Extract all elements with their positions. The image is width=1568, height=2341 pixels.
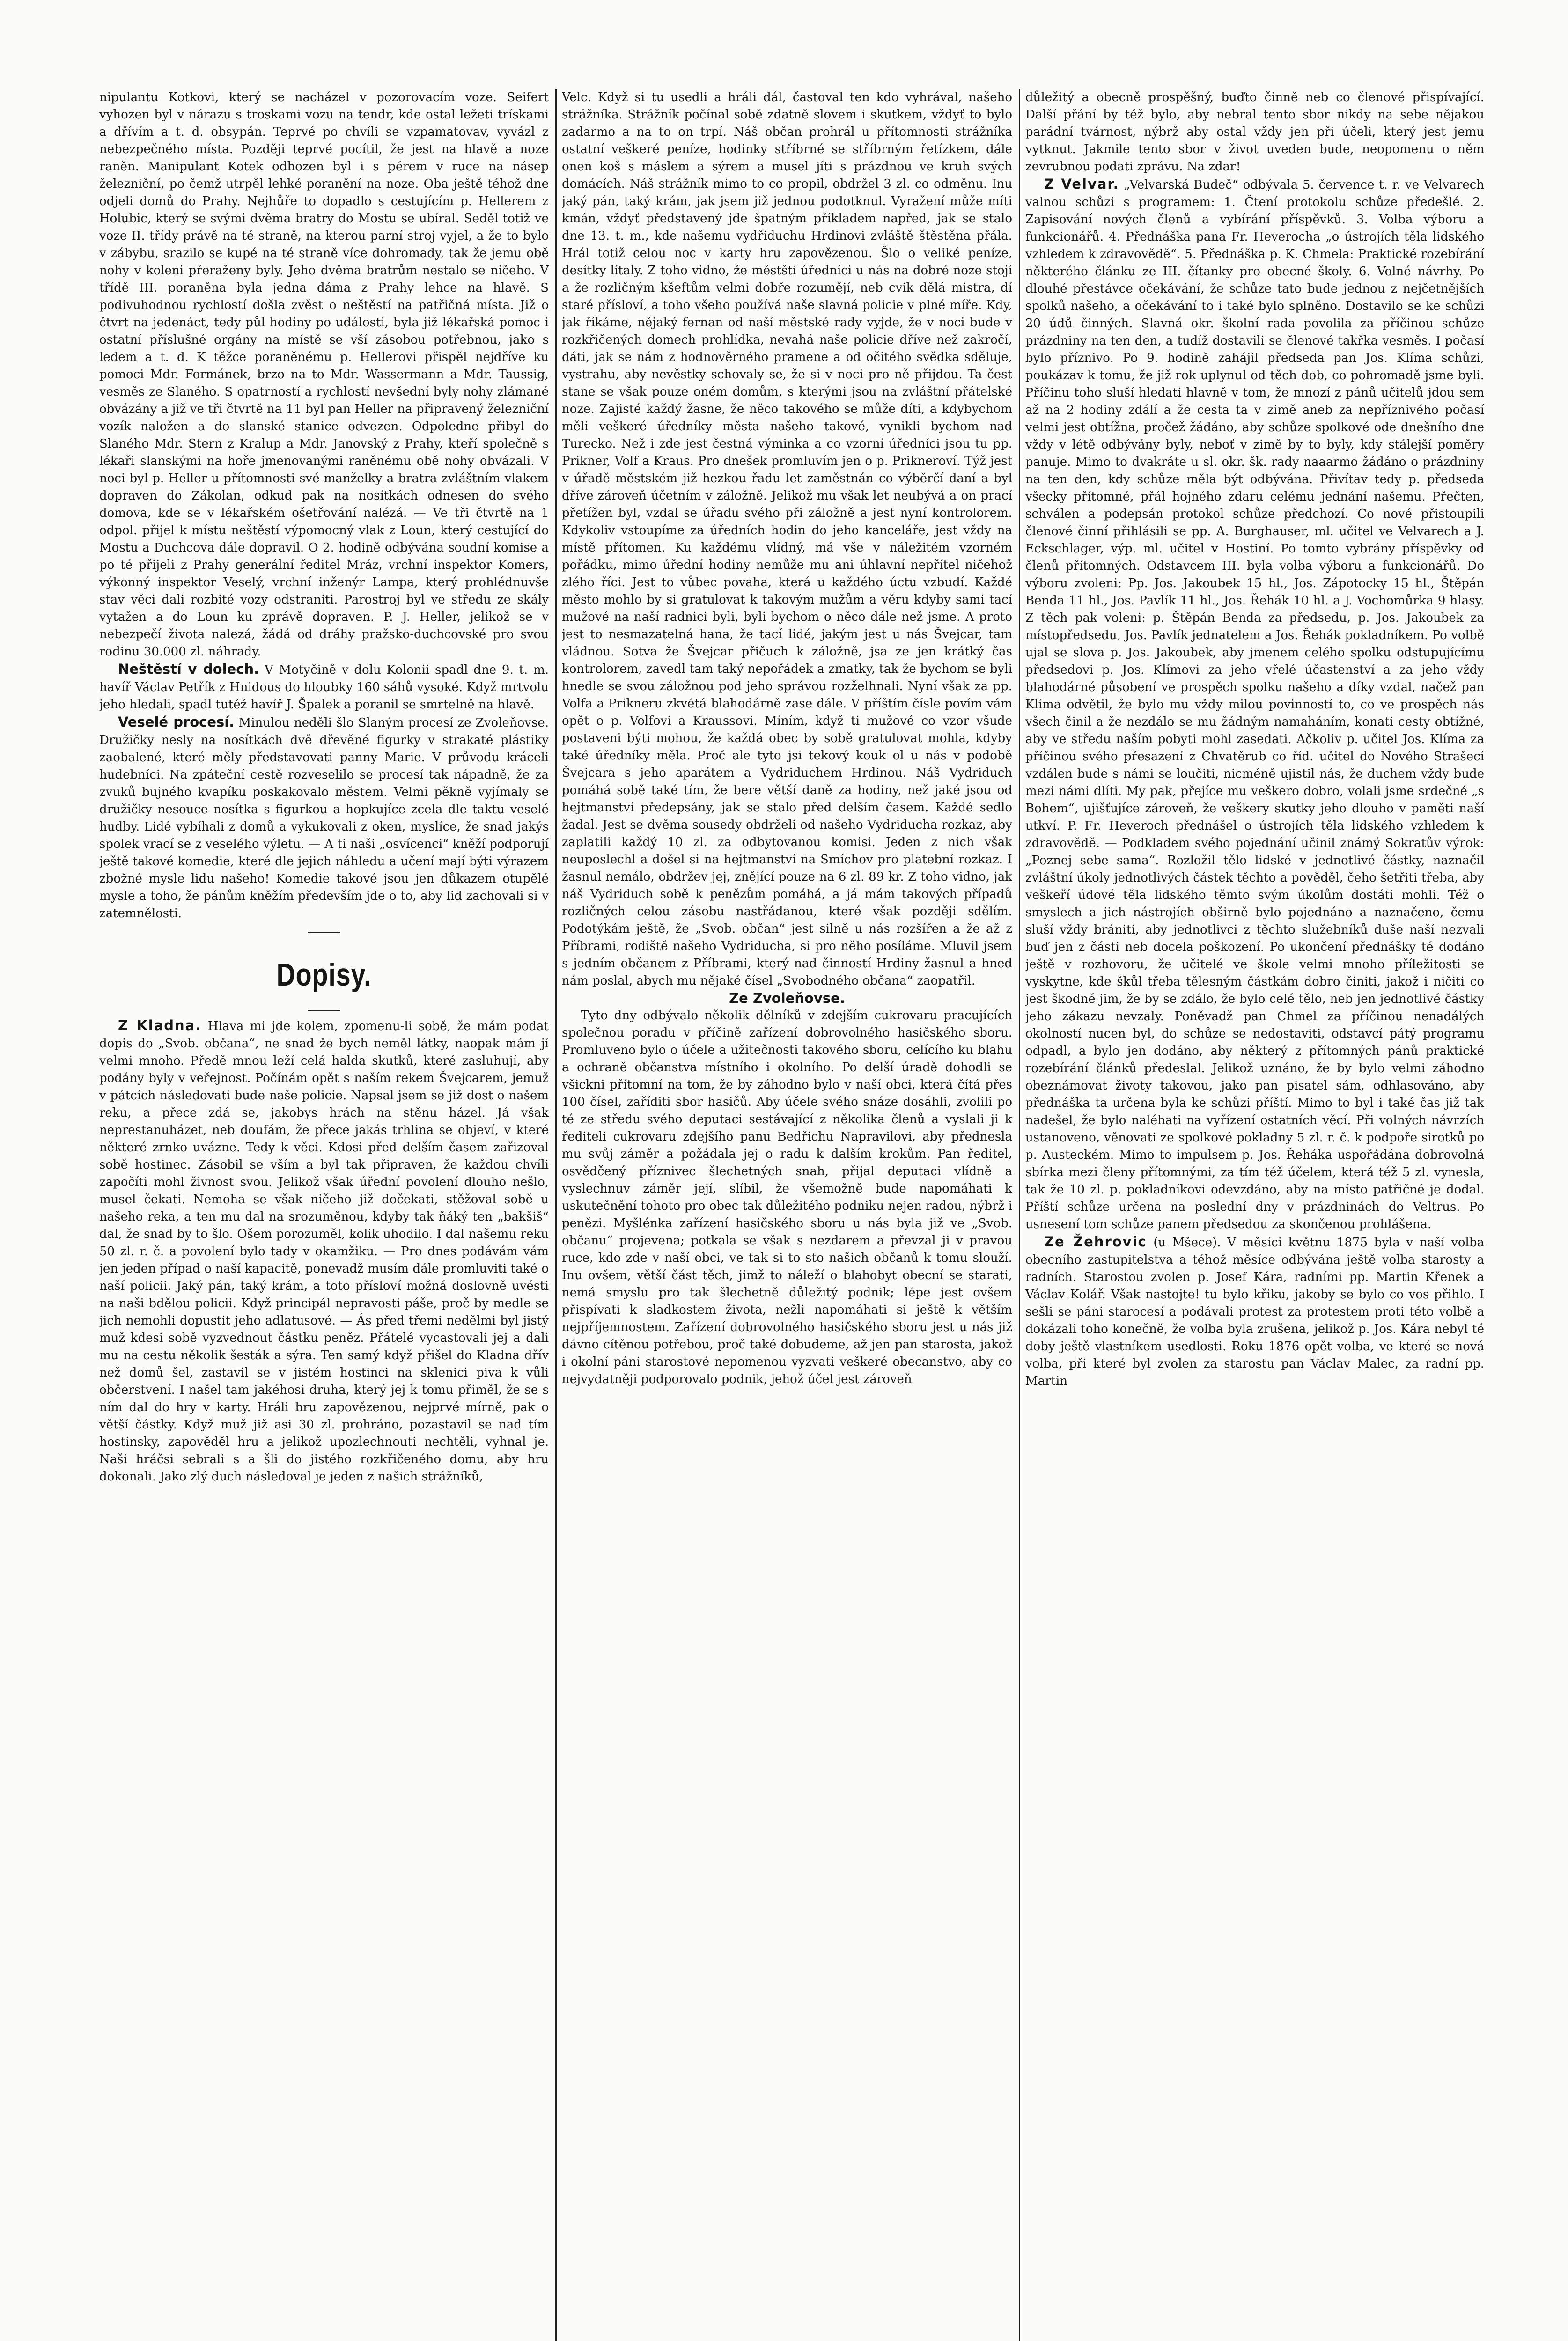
letter-place: Ze Žehrovic: [1044, 1234, 1147, 1250]
section-divider: [308, 1010, 340, 1011]
letter-place: Z Velvar.: [1044, 176, 1119, 192]
letter-z-kladna: [99, 1017, 549, 1486]
article-headline: Veselé procesí.: [118, 714, 235, 730]
column-rule: [555, 89, 557, 2341]
paragraph-body: Hlava mi jde kolem, zpomenu-li sobě, že mám podat dopis do „Svob. občana“, ne snad že bych neměl látky, naopak mám jí velmi mnoho. Předě mnou leží celá halda skutků, které zasluhují, aby podány byly v veřejnost. Počínám opět s naším rekem Švejcarem, jemuž v pátcích následovati bude naše policie. Napsal jsem se již dost o našem reku, a přece zdá se, jakobys hrách na stěnu házel. Já však neprestanuházet, neb doufám, že přece jakás trhlina se objeví, v které některé zrnko uvázne. Tedy k věci. Kdosi před delším časem zařizoval sobě hostinec. Zásobil se vším a byl tak připraven, že každou chvíli započíti mohl živnost svou. Jelikož však úřední povolení dlouho nešlo, musel čekati. Nemoha se však ničeho již dočekati, stěžoval sobě u našeho reka, a ten mu dal na srozuměnou, kdyby tak ňáký ten „bakšiš“ dal, že snad by to šlo. Ošem porozuměl, kolik uhodilo. I dal našemu reku 50 zl. r. č. a povolení bylo tady v okamžiku. — Pro dnes podávám vám jen jeden případ o naší kapacitě, ponevadž musím dále promluviti také o naší policii. Jaký pán, taký krám, a toto přísloví možná doslovně uvésti na naši bdělou policii. Když principál nepravosti páše, proč by medle se jich nemohli dopustit jeho adlatusové. — Ás před třemi nedělmi byl jistý muž kdesi sobě vyzvednout částku peněz. Přátelé vycastovali jej a dali mu na cestu několik šesták a sýra. Ten samý když přišel do Kladna dřív než domů šel, zastavil se v jistém hostinci na sklenici piva k vůli občerstvení. I našel tam jakéhosi druha, který jej k tomu přiměl, že se s ním dal do hry v karty. Hráli hru zapovězenou, nejprvé mírně, pak o větší částky. Když muž již asi 30 zl. prohráno, pozastavil se nad tím hostinsky, zapověděl hru a jelikož upozlechnouti nechtěli, vyhnal je. Naši hráčsi sebrali s a šli do jistého rozkřičeného domu, aby hru dokonali. Jako zlý duch následoval je jeden z našich strážníků,: [99, 1019, 549, 1484]
letter-place: Z Kladna.: [118, 1017, 202, 1033]
letter-place-heading: Ze Zvoleňovse.: [729, 990, 845, 1006]
article-neštěstí-v-dolech: [99, 661, 549, 714]
paragraph-body: důležitý a obecně prospěšný, buďto činně neb co členové přispívající. Další přání by též bylo, aby nebral tento sbor nikdy na sebe nějakou parádní tvárnost, nýbrž aby ostal vždy jen při účeli, který jest jemu vytknut. Jakmile tento sbor v život uveden bude, neopomenu o něm zevrubnou podati zprávu. Na zdar!: [1025, 90, 1484, 174]
letter-z-velvar: [1025, 176, 1484, 1233]
article-paragraph: [99, 89, 549, 661]
section-title: Dopisy.: [276, 957, 372, 993]
article-headline: Neštěstí v dolech.: [118, 661, 259, 677]
letter-ze-zehrovic: [1025, 1233, 1484, 1390]
paragraph-body: Minulou neděli šlo Slaným procesí ze Zvoleňovse. Družičky nesly na nosítkách dvě dřevěné figurky v strakaté plástiky zaobalené, které měly představovati panny Marie. V průvodu kráceli hudebníci. Na zpáteční cestě rozveselilo se procesí tak nápadně, že za zvuků bujného kvapíku poskakovalo městem. Velmi pěkně vyjímaly se družičky nesouce nosítka s figurkou a hopkujíce zcela dle taktu veselé hudby. Lidé vybíhali z domů a vykukovali z oken, myslíce, že snad jakýs spolek vrací se z veselého výletu. — A ti naši „osvícenci“ kněží podporují ještě takové komedie, které dle jejich náhledu a učení mají býti výrazem zbožné mysle lidu našeho! Komedie takové jsou jen důkazem otupělé mysle a toho, že pánům kněžím především jde o to, aby lid zachovali si v zatemnělosti.: [99, 716, 549, 920]
paragraph-body: „Velvarská Budeč“ odbývala 5. července t. r. ve Velvarech valnou schůzi s programem: 1. Čtení protokolu schůze předešlé. 2. Zapisování nových členů a vybírání příspěvků. 3. Volba výboru a funkcionářů. 4. Přednáška pana Fr. Heverocha „o ústrojích těla lidského vzhledem k zdravovědě“. 5. Přednáška p. K. Chmela: Praktické rozebírání některého článku ze III. čítanky pro obecné školy. 6. Volné návrhy. Po dlouhé přestávce očekávání, že schůze tato bude jednou z nejčetnějších spolků našeho, a očekávání to i také bylo splněno. Dostavilo se ke schůzi 20 údů činných. Slavná okr. školní rada povolila za příčinou schůze prázdniny na ten den, a tudíž dostavili se členové takřka vesměs. I počasí bylo příznivo. Po 9. hodině zahájil předseda pan Jos. Klíma schůzi, poukázav k tomu, že již rok uplynul od těch dob, co pohromadě jsme byli. Příčinu toho sluší hledati hlavně v tom, že mnozí z pánů učitelů jdou sem až na 2 hodiny zdálí a že cesta ta v zimě aneb za nepříznivého počasí velmi jest obtížna, pročež žádáno, aby schůze spolkové ode dnešního dne vždy v létě odbývány byly, neboť v zimě by to byly, kdy stálejší poměry panuje. Mimo to dvakráte u sl. okr. šk. rady naaarmo žádáno o prázdniny na ten den, kdy schůze měla být odbývána. Přivítav tedy p. předseda všecky přítomné, přál hojného zdaru celému jednání našemu. Přečten, schválen a podepsán protokol schůze předchozí. Co nové přistoupili členové činní přihlásili se pp. A. Burghauser, ml. učitel ve Velvarech a J. Eckschlager, výp. ml. učitel v Hostiní. Po tomto vybrány příspěvky od členů přítomných. Odstavcem III. byla volba výboru a funkcionářů. Do výboru zvoleni: Pp. Jos. Jakoubek 15 hl., Jos. Zápotocky 15 hl., Štěpán Benda 11 hl., Jos. Pavlík 11 hl., Jos. Řehák 10 hl. a J. Vochomůrka 9 hlasy. Z těch pak voleni: p. Štěpán Benda za předsedu, p. Jos. Jakoubek za místopředsedu, Jos. Pavlík jednatelem a Jos. Řehák pokladníkem. Po volbě ujal se slova p. Jos. Jakoubek, aby jmenem celého spolku odstupujícímu předsedovi p. Jos. Klímovi za jeho vřelé účastenství a za jeho vždy blahodárné působení ve prospěch spolku našeho a díky vzdal, načež pan Klíma odvětil, že bylo mu vždy milou povinností to, co ve prospěch nás všech činil a že nezdálo se mu žádným namaháním, konati cesty obtížné, aby ve středu naším pobyti mohl zasedati. Ačkoliv p. učitel Jos. Klíma za příčinou svého přesazení z Chvatěrub co říd. učitel do Nového Strašecí vzdálen bude s námi se loučiti, nicméně ujistil nás, že duchem vždy bude mezi námi dlíti. My pak, přejíce mu veškero dobro, volali jsme srdečné „s Bohem“, ujišťujíce zároveň, že veškery skutky jeho dlouho v paměti naší utkví. P. Fr. Heveroch přednášel o ústrojích těla lidského vzhledem k zdravovědě. — Podkladem svého pojednání učinil známý Sokratův výrok: „Poznej sebe sama“. Rozložil tělo lidské v jednotlivé částky, naznačil zvláštní úkoly jednotlivých částek těchto a pověděl, čeho šetřiti třeba, aby veškeří údové těla lidského těmto svým úkolům dostáti mohli. Též o smyslech a jich nástrojích obširně bylo pojednáno a naznačeno, čemu sluší vždy brániti, aby jednotlivci z těchto služebníků duše naší nezvali buď jen z části neb docela poškození. Po ukončení přednášky té dodáno ještě v rozhovoru, že učitelé ve škole velmi mnoho příležitosti se vyskytne, kde škůl třeba tělesným částkám dobro činiti, jakož i ničiti co jest škodné jim, že by se zdálo, že bylo celé tělo, neb jen jednotlivé částky jeho zákazu nevzaly. Poněvadž pan Chmel za příčinou nenadálých okolností nucen byl, do schůze se nedostaviti, odstavcí pátý programu odpadl, a bylo jen dodáno, aby některý z přítomných pánů praktické rozebírání článků předeslal. Jelikož uznáno, že by bylo velmi záhodno obeznámovat životy takovou, jako pan pisatel sám, odhlasováno, aby přednáška ta určena byla ke schůzi příští. Mimo to byl i také čas již tak nadešel, že bylo naléhati na vyřízení ostatních věcí. Při volných návrzích ustanoveno, věnovati ze spolkové pokladny 5 zl. r. č. k podpoře sirotků po p. Austeckém. Mimo to impulsem p. Jos. Řeháka uspořádána dobrovolná sbírka mezi členy přítomnými, za tím též účelem, která též 5 zl. vynesla, tak že 10 zl. p. pokladníkovi odevzdáno, aby na místo patřičné je dodal. Příští schůze určena na poslední dny v prázdninách do Veltrus. Po usnesení tom schůze panem předsedou za skončenou prohlášena.: [1025, 178, 1484, 1231]
article-veselé-procesí: [99, 714, 549, 922]
column-1: [99, 89, 549, 2341]
column-3: [1025, 89, 1484, 2341]
paragraph-body: nipulantu Kotkovi, který se nacházel v pozorovacím voze. Seifert vyhozen byl v nárazu s troskami vozu na tendr, kde ostal ležeti trískami a dřívím a t. d. obsypán. Teprvé po chvíli se vzpamatovav, vyvázl z nebezpečného místa. Později teprvé pocítil, že jest na hlavě a noze raněn. Manipulant Kotek odhozen byl i s pérem v ruce na násep železniční, po čemž utrpěl lehké poranění na noze. Oba ještě téhož dne odjeli domů do Prahy. Nejhůře to dopadlo s cestujícím p. Hellerem z Holubic, který se svými dvěma bratry do Mostu se ubíral. Seděl totiž ve voze II. třídy právě na té straně, na kterou parní stroj vyjel, a že to bylo v zábybu, srazilo se kupé na té straně více dohromady, tak že jemu obě nohy v koleni přeraženy byly. Jeho dvěma bratrům nestalo se ničeho. V třídě III. poraněna byla jedna dáma z Prahy lehce na hlavě. S podivuhodnou rychlostí došla zvěst o neštěstí na patřičná místa. Již o čtvrt na jedenáct, tedy půl hodiny po události, byla již lékařská pomoc i ostatní příslušné orgány na místě se vší zásobou potřebnou, jako s ledem a t. d. K těžce poraněnému p. Hellerovi přispěl nejdříve ku pomoci Mdr. Formánek, brzo na to Mdr. Wassermann a Mdr. Taussig, vesměs ze Slaného. S opatrností a rychlostí nevšední byly nohy zlámané obvázány a již ve tři čtvrtě na 11 byl pan Heller na připravený železniční vozík naložen a do slanské stanice odvezen. Odpoledne přibyl do Slaného Mdr. Stern z Kralup a Mdr. Janovský z Prahy, kteří společně s lékaři slanskými na hoře jmenovanými raněnému obě nohy obvázali. V noci byl p. Heller u přítomnosti své manželky a bratra zvláštním vlakem dopraven do Zákolan, odkud pak na nosítkách odnesen do svého domova, kde se v lékařském ošetřování nalézá. — Ve tři čtvrtě na 1 odpol. přijel k místu neštěstí výpomocný vlak z Loun, který cestující do Mostu a Duchcova dále dopravil. O 2. hodině odbývána soudní komise a po té přijeli z Prahy generální ředitel Mráz, vrchní inspektor Komers, výkonný inspektor Veselý, vrchní inženýr Lampa, který prohlédnuvše stav věci dali rozbité vozy odstraniti. Parostroj byl ve středu ze skály vytažen a do Loun ku zprávě dopraven. P. J. Heller, jelikož se v nebezpečí života nalezá, žádá od dráhy pražsko-duchcovské pro svou rodinu 30.000 zl. náhrady.: [99, 90, 549, 659]
paragraph-body: V Motyčině v dolu Kolonii spadl dne 9. t. m. havíř Václav Petřík z Hnidous do hloubky 160 sáhů vysoké. Když mrtvolu jeho hledali, spadl tutéž havíř J. Špalek a poranil se smrtelně na hlavě.: [99, 663, 549, 712]
article-paragraph: [562, 89, 1012, 990]
section-divider: [308, 932, 340, 933]
paragraph-body: (u Mšece). V měsíci květnu 1875 byla v naší volba obecního zastupitelstva a téhož měsíce odbývána ještě volba starosty a radních. Starostou zvolen p. Josef Kára, radními pp. Martin Křenek a Václav Kolář. Však nastojte! tu bylo křiku, jakoby se bylo co vos přihlo. I sešli se páni starocesí a podávali protest za protestem proti této volbě a dokázali toho konečně, že volba byla zrušena, jelikož p. Jos. Kára nebyl té doby ještě vlastníkem usedlosti. Roku 1876 opět volba, ve které se nová volba, při které byl zvolen za starostu pan Václav Malec, za radní pp. Martin: [1025, 1236, 1484, 1388]
column-2: [562, 89, 1012, 2341]
paragraph-body: Tyto dny odbývalo několik dělníků v zdejším cukrovaru pracujících společnou poradu v příčině zařízení dobrovolného hasičského sboru. Promluveno bylo o účele a užitečnosti takového sboru, celícího ku blahu a ochraně občanstva místního i okolního. Po delší úradě dohodli se všickni přítomní na tom, že by záhodno bylo v naší obci, která čítá přes 100 čísel, zaříditi sbor hasičů. Aby účele svého snáze dosáhli, zvolili po té ze středu svého deputaci sestávající z několika členů a vyslali ji k řediteli cukrovaru zdejšího panu Bedřichu Napravilovi, aby přednesla mu svůj záměr a požádala jej o radu k dalším krokům. Pan ředitel, osvědčený příznivec šlechetných snah, přijal deputaci vlídně a vyslechnuv záměr její, slíbil, že všemožně bude napomáhati k uskutečnění tohoto pro obec tak důležitého podniku nejen radou, nýbrž i penězi. Myšlénka zařízení hasičského sboru u nás byla již ve „Svob. občanu“ projevena; potkala se však s nezdarem a převzal ji v pravou ruce, kdo zde v naší obci, ve tak si to sto našich občanů k tomu slouží. Inu ovšem, větší část těch, jimž to náleží o blahobyt obecní se starati, nemá smyslu pro tak šlechetně důležitý podnik; lépe jest ovšem přispívati k sladkostem života, nežli napomáhati si ještě k větším nejpříjemnostem. Zařízení dobrovolného hasičského sboru jest u nás již dávno cítěnou potřebou, proč také dobudeme, až jen pan starosta, jakož i okolní páni starostové nepomenou vyzvati veškeré obecanstvo, aby co nejvydatněji podporovalo podnik, jehož účel jest zároveň: [562, 1009, 1012, 1386]
paragraph-body: Velc. Když si tu usedli a hráli dál, častoval ten kdo vyhrával, našeho strážníka. Strážník počínal sobě zdatně slovem i skutkem, vždyť to bylo zadarmo a na to on trpí. Náš občan prohrál u přítomnosti strážníka ostatní veškeré peníze, hodinky stříbrné se stříbrným řetízkem, dále onen koš s máslem a sýrem a musel jíti s prázdnou ve kruh svých domácích. Náš strážník mimo to co propil, obdržel 3 zl. co odměnu. Inu jaký pán, taký krám, jak jsem již jednou podotknul. Vyražení může míti kmán, vždyť představený jde špatným příkladem napřed, jak se stalo dne 13. t. m., kde našemu vydřiduchu Hrdinovi zvláště štěstěna přála. Hrál totiž celou noc v karty hru zapovězenou. Šlo o veliké peníze, desítky lítaly. Z toho vidno, že městští úředníci u nás na dobré noze stojí a že rozličným kšeftům velmi dobře rozumějí, neb cvik dělá mistra, dí staré přísloví, a toho všeho používá naše slavná policie v plné míře. Kdy, jak říkáme, nějaký fernan od naší městské rady vyjde, že v noci bude v rozkřičených domech prohlídka, nevahá naše policie dříve než zakročí, dáti, jak se nám z hodnověrného pramene a od očitého svědka sděluje, vystrahu, aby nevěstky schovaly se, že si v noci pro ně přijdou. Ta čest stane se však pouze oném domům, s kterými jsou na zvláštní přátelské noze. Zajisté každý žasne, že něco takového se může díti, a kdybychom měli veškeré úředníky města našeho takové, vynikli bychom nad Turecko. Než i zde jest čestná výminka a co vzorní úředníci jsou tu pp. Prikner, Volf a Kraus. Pro dnešek promluvím jen o p. Prikneroví. Týž jest v úřadě městském již hezkou řadu let zaměstnán co výběrčí daní a byl dříve zároveň účetním v záložně. Jelikož mu však let neubývá a on prací přetížen byl, vzdal se úřadu svého při záložně a jest nyní kontrolorem. Kdykoliv vstoupíme za úředních hodin do jeho kanceláře, jest vždy na místě přítomen. Ku každému vlídný, má vše v náležitém vzorném pořádku, mimo úřední hodiny nemůže mu ani úhlavní nepřítel ničehož zlého říci. Jest to vůbec povaha, která u každého úctu vzbudí. Každé město mohlo by si gratulovat k takovým mužům a věru kdyby sami tací mužové na naší radnici byli, byli bychom o něco dále než jsme. A proto jest to nesmazatelná hana, že tací lidé, jakým jest u nás Švejcar, tam vládnou. Sotva že Švejcar přičuch k záložně, jsa ze jen krátký čas kontrolorem, zavedl tam taký nepořádek a zmatky, tak že bychom se byli hnedle se svou záložnou pod jeho správou rozželhnali. Nyní však za pp. Volfa a Prikneru zkvétá blahodárně zase dále. V příštím čísle povím vám opět o p. Volfovi a Kraussovi. Míním, když ti mužové co vzor všude postaveni býti mohou, že každá obec by sobě gratulovat mohla, kdyby také úředníky měla. Proč ale tyto jsi tekový kouk ol u nás v podobě Švejcara s jeho aparátem a Vydriduchem Hrdinou. Náš Vydriduch pomáhá sobě také tím, že bere větší daně za hodiny, než jaké jsou od hejtmanství předepsány, jak se stalo před delším časem. Každé sedlo žadal. Jest se dvěma sousedy obdrželi od našeho Vydriducha rozkaz, aby zaplatili každý 10 zl. za odbytovanou komisi. Jeden z nich však neuposlechl a došel si na hejtmanství na Smíchov pro platební rozkaz. I žasnul nemálo, obdržev jej, znějící pouze na 6 zl. 89 kr. Z toho vidno, jak náš Vydriduch sobě k penězům pomáhá, a já mám takových případů rozličných celou zásobu nastřádanou, které však později sdělím. Podotýkám ještě, že „Svob. občan“ jest silně u nás rozšířen a že až z Příbrami, rodiště našeho Vydriducha, si pro něho posíláme. Mluvil jsem s jedním občanem z Příbrami, který nad činností Hrdiny žasnul a hned nám poslal, abych mu nějaké čísel „Svobodného občana“ zaopatřil.: [562, 90, 1012, 988]
article-paragraph: [1025, 89, 1484, 176]
column-rule: [1019, 89, 1020, 2341]
letter-ze-zvolenovse: [562, 1007, 1012, 1388]
